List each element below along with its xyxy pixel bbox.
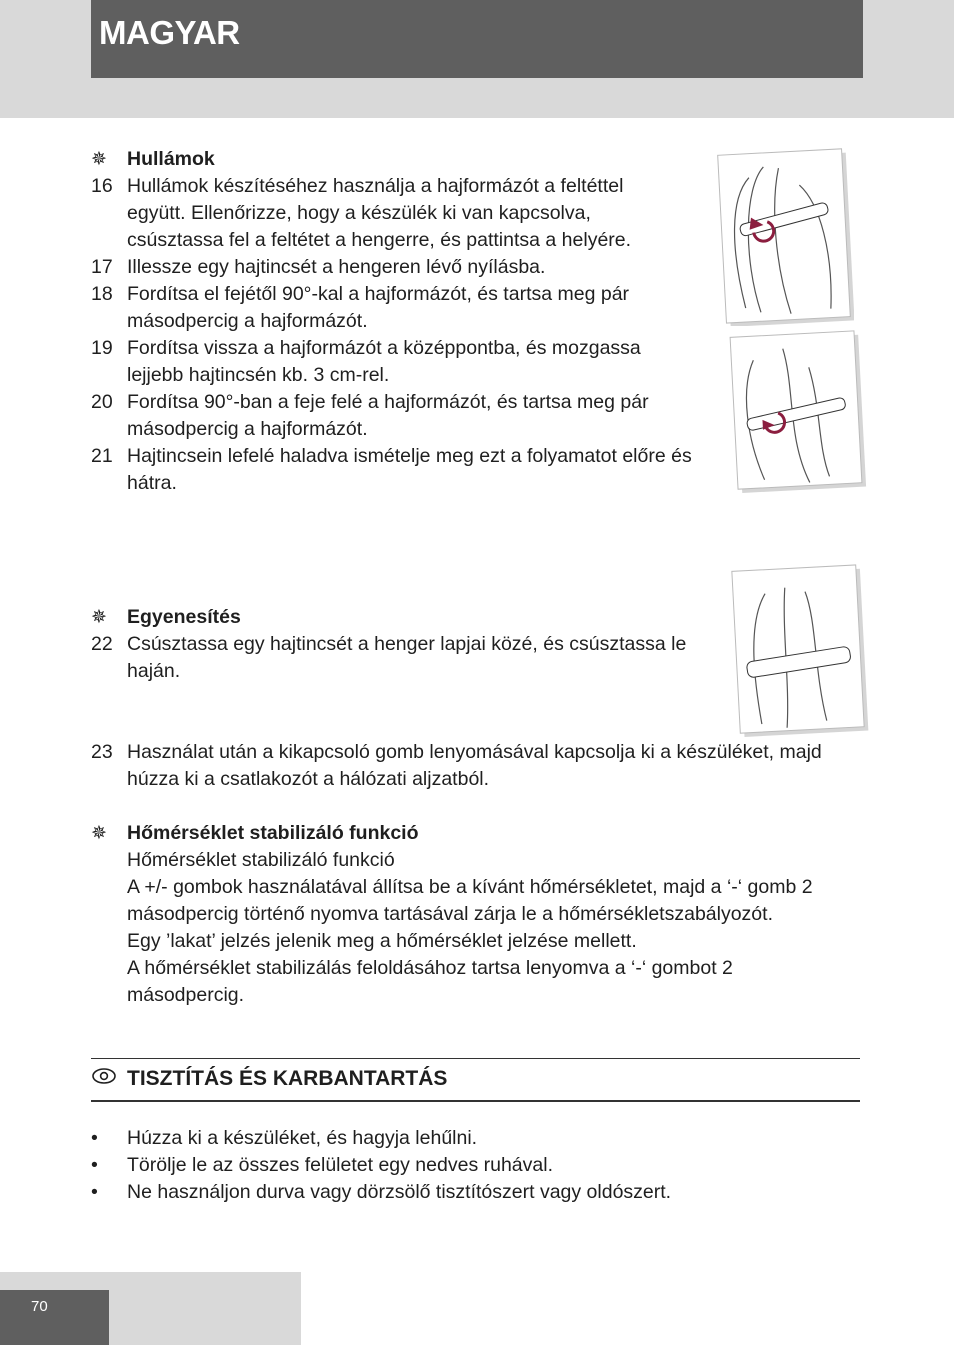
list-item-text: Ne használjon durva vagy dörzsölő tisztítószert vagy oldószert. [127,1181,672,1203]
straightening-heading: Egyenesítés [127,606,241,628]
straightening-section [91,604,731,685]
step-number: 18 [91,283,113,305]
step-item [91,335,701,389]
step-item [91,389,701,443]
section-divider-bottom [91,1100,860,1102]
step-item [91,281,701,335]
eye-icon [91,1067,127,1091]
cleaning-title: TISZTÍTÁS ÉS KARBANTARTÁS [127,1067,448,1090]
footer-box [0,1290,109,1345]
list-item [91,1152,861,1179]
temp-lock-line: Hőmérséklet stabilizáló funkció [127,849,395,871]
list-item-text: Húzza ki a készüléket, és hagyja lehűlni. [127,1127,478,1149]
step-text: Hajtincsein lefelé haladva ismételje meg ezt a folyamatot előre és hátra. [127,445,692,494]
step-item [91,631,731,685]
waves-heading: Hullámok [127,148,215,170]
waves-section [91,146,701,497]
step-text: Fordítsa el fejétől 90°-kal a hajformázót, és tartsa meg pár másodpercig a hajformázót. [127,283,630,332]
step-item [91,254,701,281]
step-text: Fordítsa vissza a hajformázót a középpontba, és mozgassa lejjebb hajtincsén kb. 3 cm-rel. [127,337,641,386]
waves-illustration-2 [726,328,868,493]
bullet: • [91,1154,98,1176]
page-number: 70 [31,1298,48,1315]
temp-lock-section [91,820,831,1009]
step-number: 23 [91,741,113,763]
step-text: Hullámok készítéséhez használja a hajformázót a feltéttel együtt. Ellenőrizze, hogy a készülék ki van kapcsolva, csúsztassa fel a feltétet a hengerre, és pattintsa a helyére. [127,175,632,251]
temp-lock-line: A +/- gombok használatával állítsa be a kívánt hőmérsékletet, majd a ‘-‘ gomb 2 másodpercig történő nyomva tartásával zárja le a hőmérsékletszabályozót. [127,876,813,925]
step-text: Fordítsa 90°-ban a feje felé a hajformázót, és tartsa meg pár másodpercig a hajformázót. [127,391,649,440]
header-box [91,0,863,78]
list-item [91,1179,861,1206]
step-item [91,173,701,254]
cleaning-list [91,1125,861,1206]
step-text: Illessze egy hajtincsét a hengeren lévő nyílásba. [127,256,546,278]
step-item [91,443,701,497]
waves-illustration-1 [712,146,854,326]
step-number: 19 [91,337,113,359]
step-number: 17 [91,256,113,278]
step-text: Csúsztassa egy hajtincsét a henger lapjai közé, és csúsztassa le haján. [127,633,687,682]
sparkle-icon: ✵ [91,149,107,170]
bullet: • [91,1127,98,1149]
temp-lock-line: Egy ’lakat’ jelzés jelenik meg a hőmérséklet jelzése mellett. [127,930,637,952]
list-item [91,1125,861,1152]
step-number: 20 [91,391,113,413]
list-item-text: Törölje le az összes felületet egy nedves ruhával. [127,1154,553,1176]
step-item [91,739,861,793]
sparkle-icon: ✵ [91,607,107,628]
straightening-illustration [728,562,870,737]
step-number: 16 [91,175,113,197]
step-23-section [91,739,861,793]
temp-lock-heading: Hőmérséklet stabilizáló funkció [127,822,419,844]
section-divider-top [91,1058,860,1059]
step-number: 22 [91,633,113,655]
step-text: Használat után a kikapcsoló gomb lenyomásával kapcsolja ki a készüléket, majd húzza ki a csatlakozót a hálózati aljzatból. [127,741,822,790]
cleaning-heading [91,1067,447,1091]
bullet: • [91,1181,98,1203]
temp-lock-line: A hőmérséklet stabilizálás feloldásához tartsa lenyomva a ‘-‘ gombot 2 másodpercig. [127,957,733,1006]
step-number: 21 [91,445,113,467]
page-title: MAGYAR [99,14,240,51]
sparkle-icon: ✵ [91,823,107,844]
